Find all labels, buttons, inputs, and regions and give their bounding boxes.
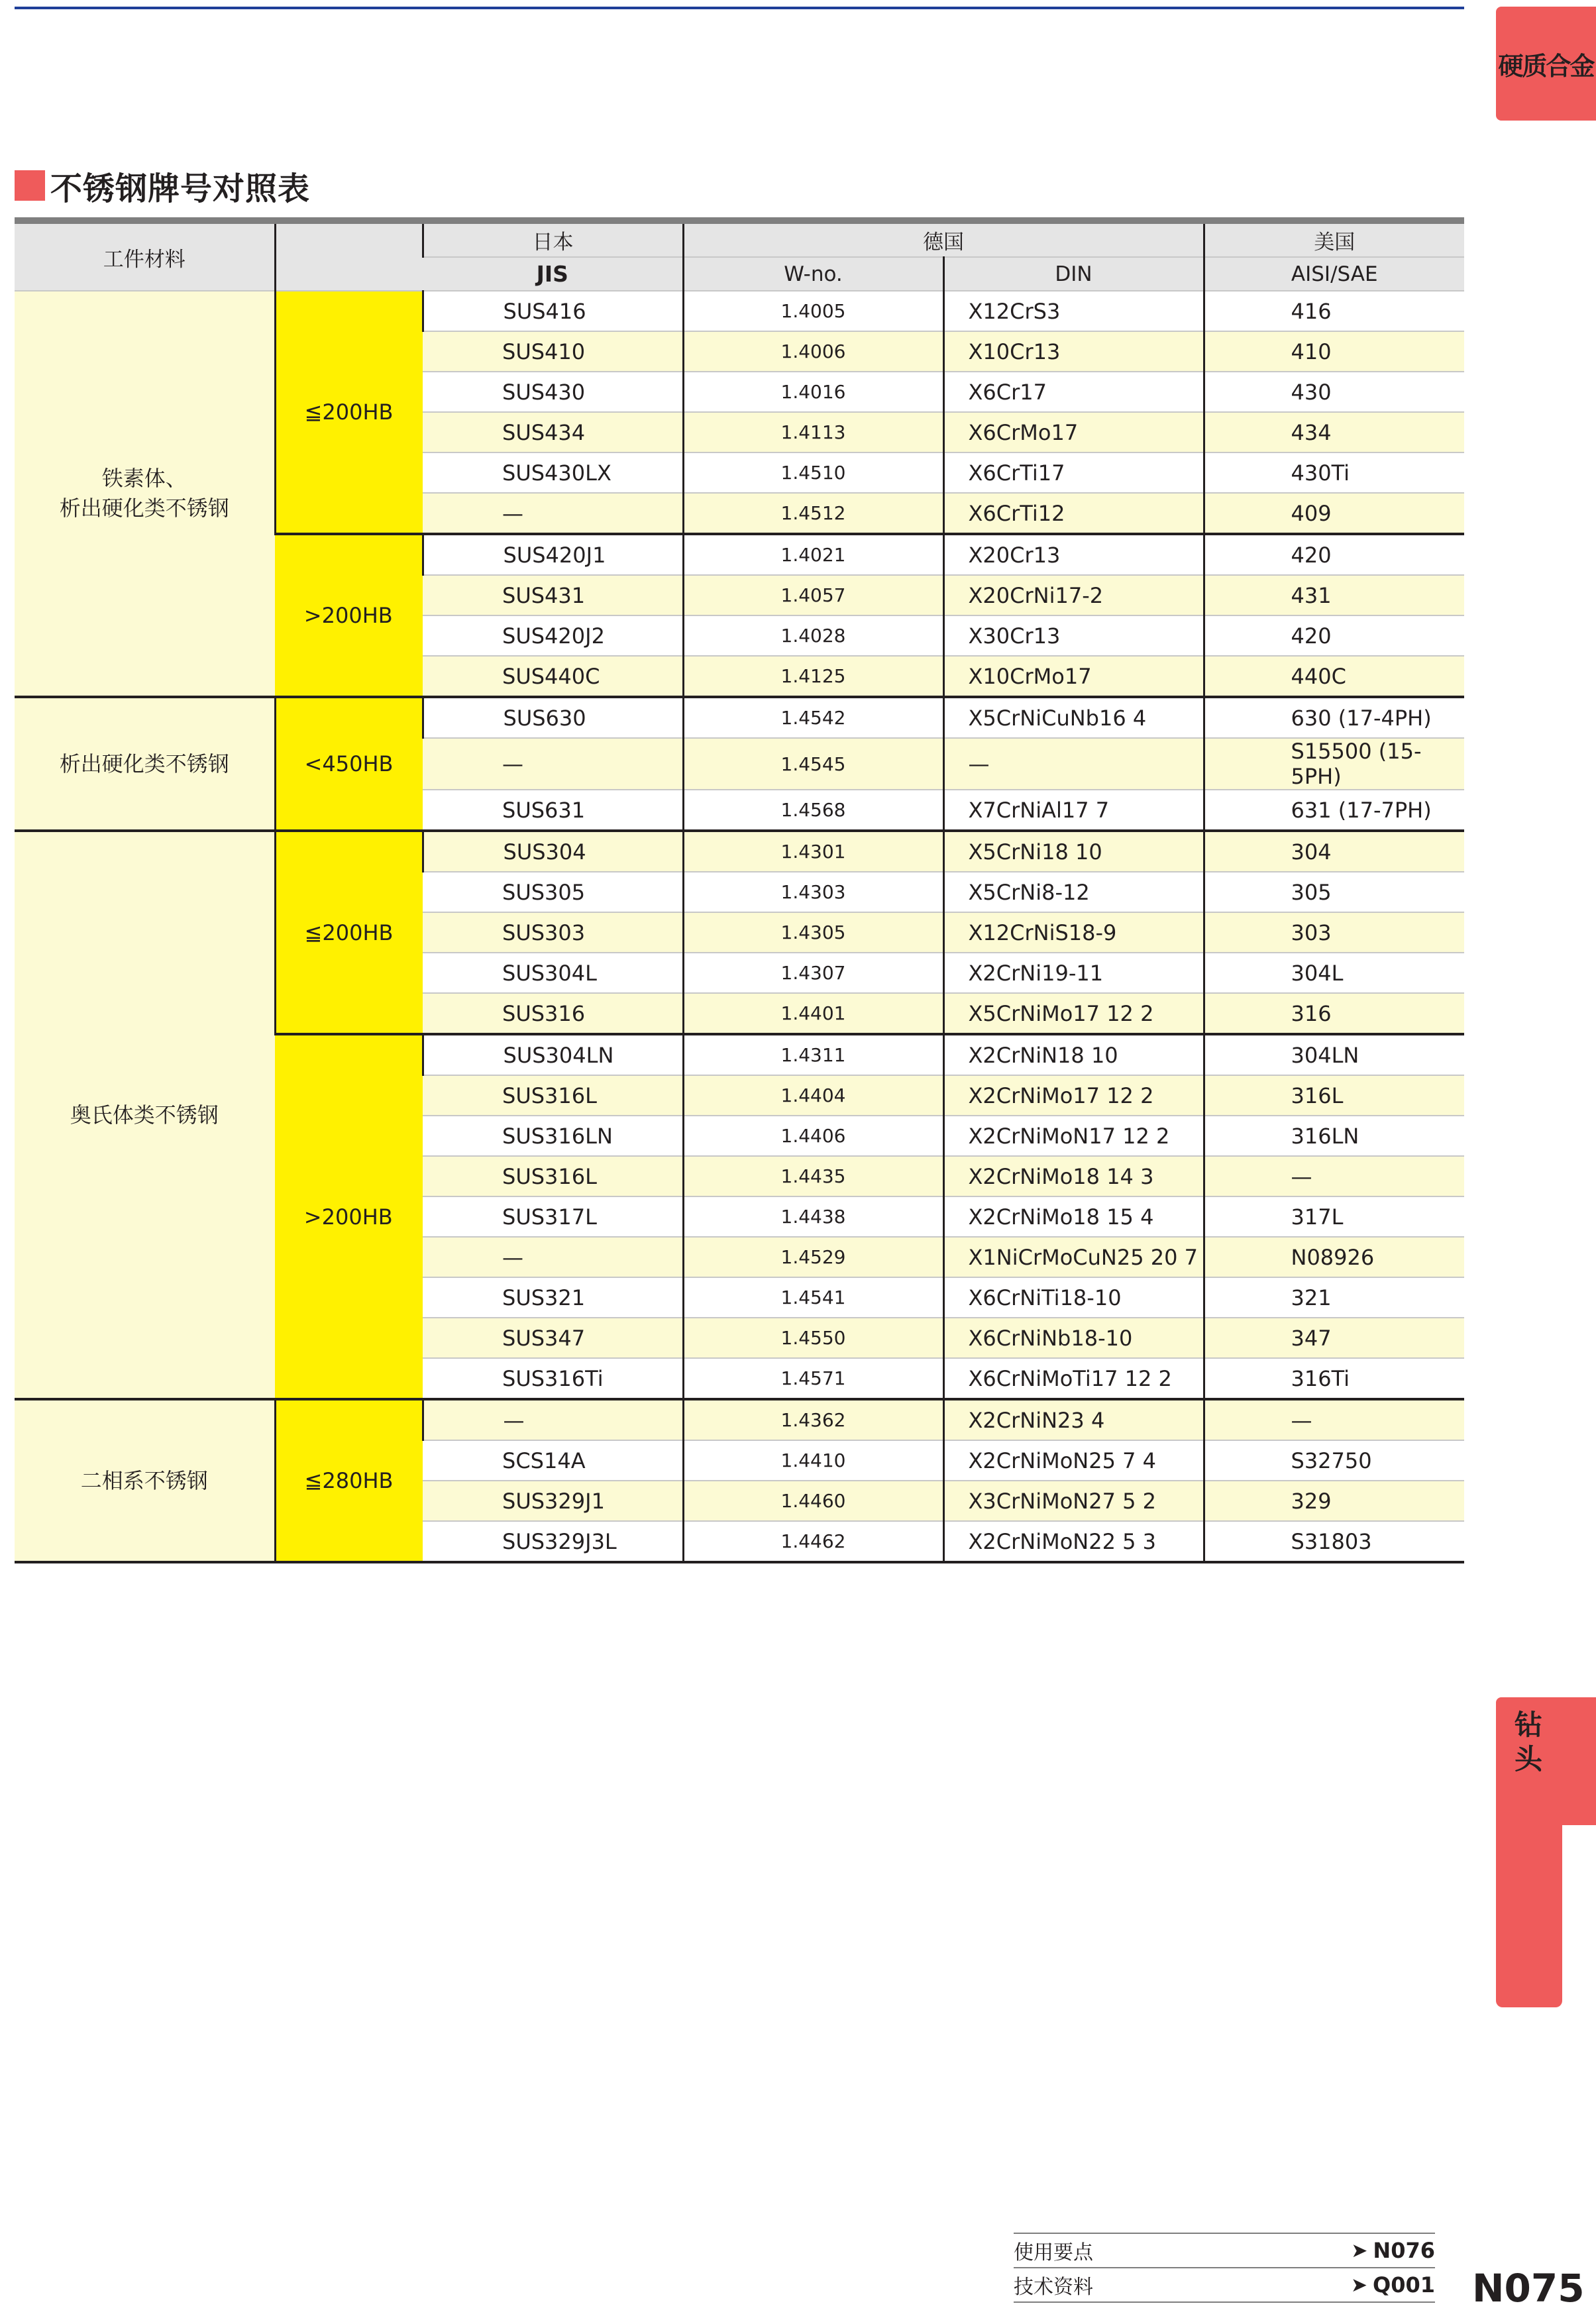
hardness-cell: >200HB bbox=[275, 534, 423, 697]
footer-tech-row[interactable] bbox=[1014, 2267, 1435, 2303]
jis-cell: SUS347 bbox=[423, 1318, 683, 1358]
jis-cell: SUS440C bbox=[423, 656, 683, 697]
aisi-cell: 631 (17-7PH) bbox=[1204, 790, 1464, 831]
jis-cell: SUS316 bbox=[423, 993, 683, 1034]
aisi-cell: 430 bbox=[1204, 372, 1464, 412]
din-cell: X5CrNiCuNb16 4 bbox=[943, 697, 1204, 738]
wno-cell: 1.4028 bbox=[683, 615, 943, 656]
header-din: DIN bbox=[943, 257, 1204, 291]
hardness-cell: ≦200HB bbox=[275, 831, 423, 1034]
footer-tech-link[interactable] bbox=[1351, 2272, 1435, 2298]
aisi-cell: N08926 bbox=[1204, 1237, 1464, 1277]
header-jis: JIS bbox=[423, 257, 683, 291]
jis-cell: SUS321 bbox=[423, 1277, 683, 1318]
header-japan: 日本 bbox=[423, 221, 683, 257]
header-material: 工件材料 bbox=[15, 221, 275, 291]
table-row bbox=[15, 1399, 1464, 1440]
header-usa: 美国 bbox=[1204, 221, 1464, 257]
din-cell: X2CrNi19-11 bbox=[943, 953, 1204, 993]
material-cell bbox=[15, 831, 275, 1399]
din-cell: X5CrNiMo17 12 2 bbox=[943, 993, 1204, 1034]
din-cell: X6CrNiNb18-10 bbox=[943, 1318, 1204, 1358]
footer-nav bbox=[1014, 2233, 1435, 2303]
wno-cell: 1.4125 bbox=[683, 656, 943, 697]
wno-cell: 1.4571 bbox=[683, 1358, 943, 1399]
wno-cell: 1.4021 bbox=[683, 534, 943, 575]
jis-cell: SUS410 bbox=[423, 331, 683, 372]
aisi-cell: 316 bbox=[1204, 993, 1464, 1034]
din-cell: X2CrNiN18 10 bbox=[943, 1034, 1204, 1075]
din-cell: X10CrMo17 bbox=[943, 656, 1204, 697]
material-label: 奥氏体类不锈钢 bbox=[70, 1102, 219, 1128]
wno-cell: 1.4510 bbox=[683, 452, 943, 493]
din-cell: X2CrNiMo18 14 3 bbox=[943, 1156, 1204, 1196]
material-label: 析出硬化类不锈钢 bbox=[59, 496, 229, 521]
din-cell: X2CrNiMo18 15 4 bbox=[943, 1196, 1204, 1237]
aisi-cell: 430Ti bbox=[1204, 452, 1464, 493]
arrow-right-icon: ➤ bbox=[1351, 2239, 1368, 2262]
header-germany: 德国 bbox=[683, 221, 1204, 257]
din-cell: X20CrNi17-2 bbox=[943, 575, 1204, 615]
aisi-cell: — bbox=[1204, 1399, 1464, 1440]
wno-cell: 1.4438 bbox=[683, 1196, 943, 1237]
page-number: N075 bbox=[1472, 2266, 1585, 2311]
jis-cell: SUS317L bbox=[423, 1196, 683, 1237]
aisi-cell: 305 bbox=[1204, 872, 1464, 912]
din-cell: X3CrNiMoN27 5 2 bbox=[943, 1481, 1204, 1521]
jis-cell: SUS631 bbox=[423, 790, 683, 831]
jis-cell: SUS303 bbox=[423, 912, 683, 953]
hardness-cell: >200HB bbox=[275, 1034, 423, 1399]
jis-cell: SUS304L bbox=[423, 953, 683, 993]
din-cell: X5CrNi8-12 bbox=[943, 872, 1204, 912]
wno-cell: 1.4303 bbox=[683, 872, 943, 912]
aisi-cell: 434 bbox=[1204, 412, 1464, 452]
tab-carbide-label: 硬质合金 bbox=[1498, 51, 1594, 81]
aisi-cell: 316L bbox=[1204, 1075, 1464, 1116]
din-cell: X30Cr13 bbox=[943, 615, 1204, 656]
din-cell: X6CrTi12 bbox=[943, 493, 1204, 534]
jis-cell: SUS304 bbox=[423, 831, 683, 872]
aisi-cell: 347 bbox=[1204, 1318, 1464, 1358]
aisi-cell: 416 bbox=[1204, 291, 1464, 331]
aisi-cell: 304 bbox=[1204, 831, 1464, 872]
hardness-cell: ≦280HB bbox=[275, 1399, 423, 1562]
aisi-cell: 317L bbox=[1204, 1196, 1464, 1237]
din-cell: X2CrNiMoN17 12 2 bbox=[943, 1116, 1204, 1156]
aisi-cell: 304L bbox=[1204, 953, 1464, 993]
hardness-cell: <450HB bbox=[275, 697, 423, 831]
table-row bbox=[15, 831, 1464, 872]
din-cell: X6CrTi17 bbox=[943, 452, 1204, 493]
jis-cell: SUS305 bbox=[423, 872, 683, 912]
aisi-cell: 420 bbox=[1204, 534, 1464, 575]
wno-cell: 1.4016 bbox=[683, 372, 943, 412]
aisi-cell: — bbox=[1204, 1156, 1464, 1196]
jis-cell: SUS434 bbox=[423, 412, 683, 452]
aisi-cell: 440C bbox=[1204, 656, 1464, 697]
aisi-cell: 409 bbox=[1204, 493, 1464, 534]
wno-cell: 1.4113 bbox=[683, 412, 943, 452]
footer-usage-ref: N076 bbox=[1373, 2238, 1435, 2263]
wno-cell: 1.4307 bbox=[683, 953, 943, 993]
din-cell: X12CrNiS18-9 bbox=[943, 912, 1204, 953]
wno-cell: 1.4462 bbox=[683, 1521, 943, 1562]
footer-usage-link[interactable] bbox=[1351, 2238, 1435, 2263]
aisi-cell: S32750 bbox=[1204, 1440, 1464, 1481]
wno-cell: 1.4512 bbox=[683, 493, 943, 534]
arrow-right-icon: ➤ bbox=[1350, 2273, 1367, 2297]
footer-tech-ref: Q001 bbox=[1373, 2272, 1435, 2298]
material-label: 析出硬化类不锈钢 bbox=[59, 751, 229, 776]
wno-cell: 1.4545 bbox=[683, 738, 943, 790]
jis-cell: — bbox=[423, 1399, 683, 1440]
material-cell bbox=[15, 291, 275, 697]
din-cell: X6CrNiTi18-10 bbox=[943, 1277, 1204, 1318]
din-cell: X12CrS3 bbox=[943, 291, 1204, 331]
jis-cell: — bbox=[423, 738, 683, 790]
aisi-cell: 431 bbox=[1204, 575, 1464, 615]
title-square-icon bbox=[15, 170, 45, 201]
header-wno: W-no. bbox=[683, 257, 943, 291]
table-row bbox=[15, 697, 1464, 738]
wno-cell: 1.4362 bbox=[683, 1399, 943, 1440]
aisi-cell: 316LN bbox=[1204, 1116, 1464, 1156]
jis-cell: — bbox=[423, 1237, 683, 1277]
din-cell: X20Cr13 bbox=[943, 534, 1204, 575]
din-cell: X6Cr17 bbox=[943, 372, 1204, 412]
aisi-cell: 420 bbox=[1204, 615, 1464, 656]
footer-usage-row[interactable] bbox=[1014, 2233, 1435, 2267]
page-title bbox=[15, 166, 310, 205]
wno-cell: 1.4568 bbox=[683, 790, 943, 831]
footer-tech-label: 技术资料 bbox=[1014, 2276, 1093, 2299]
din-cell: X2CrNiMoN25 7 4 bbox=[943, 1440, 1204, 1481]
aisi-cell: 630 (17-4PH) bbox=[1204, 697, 1464, 738]
tab-carbide[interactable] bbox=[1496, 7, 1596, 121]
jis-cell: SUS431 bbox=[423, 575, 683, 615]
aisi-cell: S15500 (15-5PH) bbox=[1204, 738, 1464, 790]
material-label: 二相系不锈钢 bbox=[80, 1467, 208, 1493]
din-cell: X5CrNi18 10 bbox=[943, 831, 1204, 872]
wno-cell: 1.4057 bbox=[683, 575, 943, 615]
footer-usage-label: 使用要点 bbox=[1014, 2241, 1093, 2264]
wno-cell: 1.4006 bbox=[683, 331, 943, 372]
aisi-cell: 316Ti bbox=[1204, 1358, 1464, 1399]
jis-cell: SUS416 bbox=[423, 291, 683, 331]
wno-cell: 1.4529 bbox=[683, 1237, 943, 1277]
header-aisi: AISI/SAE bbox=[1204, 257, 1464, 291]
din-cell: X10Cr13 bbox=[943, 331, 1204, 372]
wno-cell: 1.4005 bbox=[683, 291, 943, 331]
tab-drill-label: 钻头 bbox=[1514, 1709, 1542, 1775]
jis-cell: SCS14A bbox=[423, 1440, 683, 1481]
header-hardness bbox=[275, 221, 423, 291]
table-row bbox=[15, 291, 1464, 331]
wno-cell: 1.4410 bbox=[683, 1440, 943, 1481]
jis-cell: — bbox=[423, 493, 683, 534]
top-rule bbox=[15, 7, 1464, 9]
jis-cell: SUS420J1 bbox=[423, 534, 683, 575]
tab-drill[interactable] bbox=[1496, 1697, 1596, 1825]
header-row-countries bbox=[15, 221, 1464, 257]
din-cell: X2CrNiMo17 12 2 bbox=[943, 1075, 1204, 1116]
jis-cell: SUS630 bbox=[423, 697, 683, 738]
wno-cell: 1.4401 bbox=[683, 993, 943, 1034]
wno-cell: 1.4311 bbox=[683, 1034, 943, 1075]
aisi-cell: S31803 bbox=[1204, 1521, 1464, 1562]
din-cell: X2CrNiN23 4 bbox=[943, 1399, 1204, 1440]
jis-cell: SUS430LX bbox=[423, 452, 683, 493]
wno-cell: 1.4550 bbox=[683, 1318, 943, 1358]
wno-cell: 1.4406 bbox=[683, 1116, 943, 1156]
din-cell: X7CrNiAl17 7 bbox=[943, 790, 1204, 831]
material-cell bbox=[15, 1399, 275, 1562]
din-cell: X6CrNiMoTi17 12 2 bbox=[943, 1358, 1204, 1399]
aisi-cell: 329 bbox=[1204, 1481, 1464, 1521]
wno-cell: 1.4460 bbox=[683, 1481, 943, 1521]
jis-cell: SUS304LN bbox=[423, 1034, 683, 1075]
stainless-grade-table bbox=[15, 217, 1464, 1563]
hardness-cell: ≦200HB bbox=[275, 291, 423, 534]
aisi-cell: 410 bbox=[1204, 331, 1464, 372]
aisi-cell: 321 bbox=[1204, 1277, 1464, 1318]
wno-cell: 1.4542 bbox=[683, 697, 943, 738]
tab-drill-extension[interactable] bbox=[1496, 1815, 1562, 2007]
din-cell: X2CrNiMoN22 5 3 bbox=[943, 1521, 1204, 1562]
jis-cell: SUS329J1 bbox=[423, 1481, 683, 1521]
aisi-cell: 303 bbox=[1204, 912, 1464, 953]
din-cell: X1NiCrMoCuN25 20 7 bbox=[943, 1237, 1204, 1277]
page-title-text: 不锈钢牌号对照表 bbox=[50, 170, 311, 207]
din-cell: X6CrMo17 bbox=[943, 412, 1204, 452]
wno-cell: 1.4435 bbox=[683, 1156, 943, 1196]
jis-cell: SUS316L bbox=[423, 1075, 683, 1116]
jis-cell: SUS430 bbox=[423, 372, 683, 412]
aisi-cell: 304LN bbox=[1204, 1034, 1464, 1075]
jis-cell: SUS316L bbox=[423, 1156, 683, 1196]
jis-cell: SUS316Ti bbox=[423, 1358, 683, 1399]
jis-cell: SUS316LN bbox=[423, 1116, 683, 1156]
wno-cell: 1.4301 bbox=[683, 831, 943, 872]
wno-cell: 1.4404 bbox=[683, 1075, 943, 1116]
jis-cell: SUS420J2 bbox=[423, 615, 683, 656]
material-cell bbox=[15, 697, 275, 831]
material-label: 铁素体、 bbox=[101, 466, 187, 491]
din-cell: — bbox=[943, 738, 1204, 790]
wno-cell: 1.4305 bbox=[683, 912, 943, 953]
jis-cell: SUS329J3L bbox=[423, 1521, 683, 1562]
wno-cell: 1.4541 bbox=[683, 1277, 943, 1318]
